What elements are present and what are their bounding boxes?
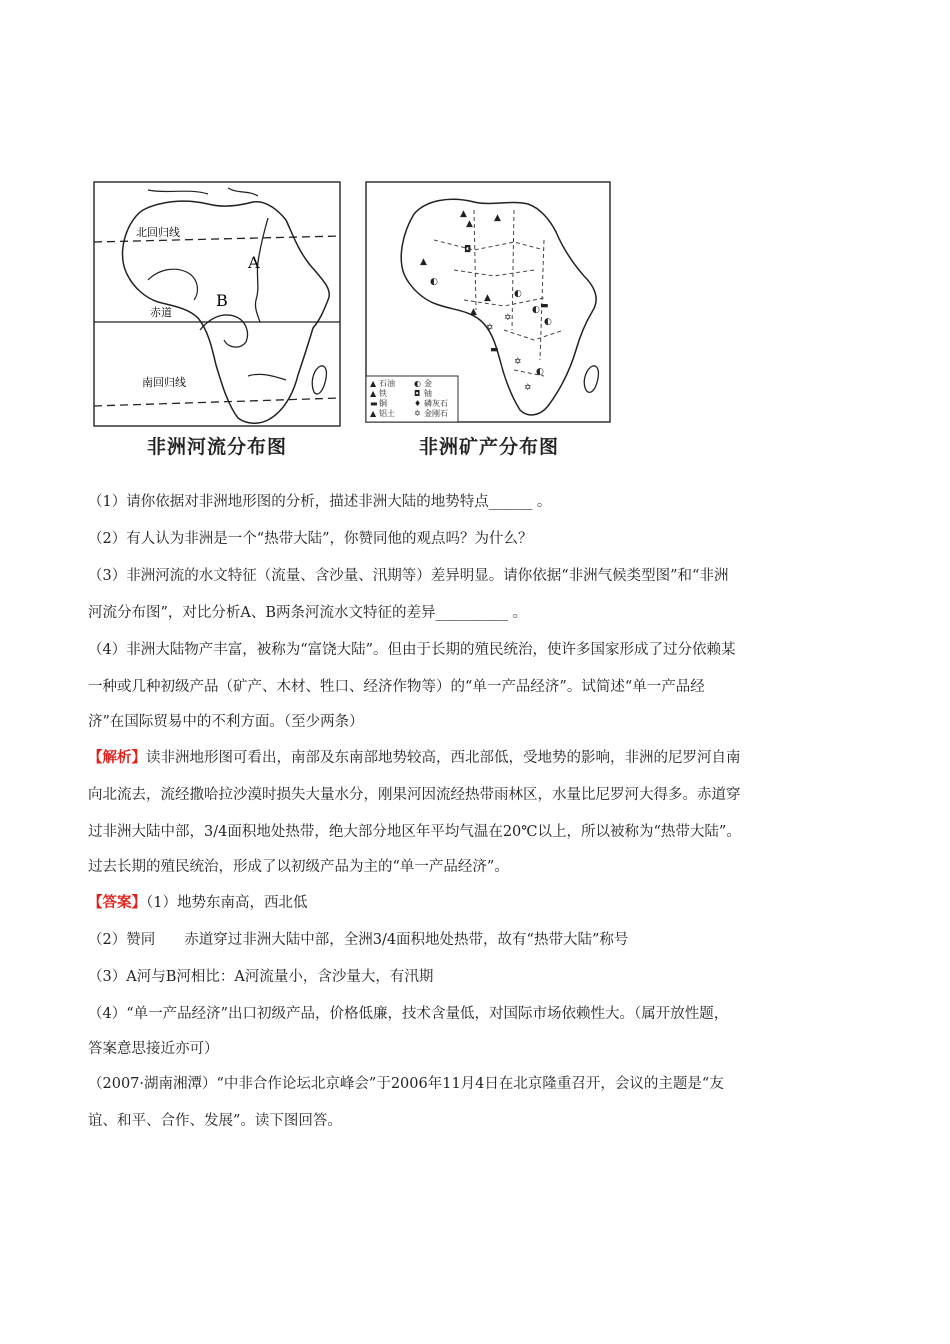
tropic-north-label: 北回归线 [136, 226, 180, 239]
map-figures [88, 180, 628, 465]
legend-bauxite-symbol: ▲ [370, 409, 377, 418]
question-1: （1）请你依据对非洲地形图的分析，描述非洲大陆的地势特点______ 。 [88, 494, 552, 510]
analysis-line-3: 过非洲大陆中部，3/4面积地处热带，绝大部分地区年平均气温在20℃以上，所以被称为“热带大陆”。 [88, 824, 741, 840]
tropic-south-label: 南回归线 [142, 376, 186, 389]
svg-text:◘: ◘ [464, 245, 472, 255]
document-body [88, 484, 868, 1140]
question-4-line-3: 济”在国际贸易中的不利方面。（至少两条） [88, 714, 364, 730]
river-a-label: A [248, 253, 260, 272]
svg-text:▲: ▲ [466, 219, 473, 229]
svg-text:✡: ✡ [504, 313, 512, 323]
africa-mineral-map-graphic [364, 180, 614, 430]
mineral-map-caption: 非洲矿产分布图 [418, 436, 559, 458]
legend-oil: 石油 [379, 379, 395, 388]
equator-label: 赤道 [150, 306, 172, 319]
next-question-line-2: 谊、和平、合作、发展”。读下图回答。 [88, 1113, 342, 1129]
svg-text:✡: ✡ [486, 323, 494, 333]
svg-text:▬: ▬ [490, 345, 499, 355]
legend-gold-symbol: ◐ [414, 379, 421, 388]
legend-apatite: 磷灰石 [424, 399, 448, 408]
svg-text:◐: ◐ [544, 317, 552, 327]
svg-text:▬: ▬ [540, 301, 549, 311]
analysis-line-1 [88, 739, 868, 777]
svg-text:▲: ▲ [494, 213, 501, 223]
answer-line-2: （2）赞同 赤道穿过非洲大陆中部，全洲3/4面积地处热带，故有“热带大陆”称号 [88, 932, 629, 948]
legend-uranium-symbol: ◘ [414, 389, 421, 398]
answer-line-5: 答案意思接近亦可） [88, 1041, 219, 1057]
legend-uranium: 铀 [424, 389, 432, 398]
answer-line-1 [88, 884, 868, 922]
legend-copper: 铜 [379, 399, 387, 408]
answer-text-1: （1）地势东南高，西北低 [146, 895, 308, 911]
question-3-line-2: 河流分布图”，对比分析A、B两条河流水文特征的差异__________ 。 [88, 605, 528, 621]
svg-text:✡: ✡ [514, 357, 522, 367]
question-3-line-1: （3）非洲河流的水文特征（流量、含沙量、汛期等）差异明显。请你依据“非洲气候类型图”和“非洲 [88, 568, 729, 584]
river-b-label: B [216, 291, 228, 310]
africa-river-map-graphic [88, 180, 346, 430]
analysis-line-4: 过去长期的殖民统治，形成了以初级产品为主的“单一产品经济”。 [88, 859, 509, 875]
svg-text:◐: ◐ [514, 289, 522, 299]
question-4-line-1: （4）非洲大陆物产丰富，被称为“富饶大陆”。但由于长期的殖民统治，使许多国家形成了过分依赖某 [88, 642, 736, 658]
answer-line-3: （3）A河与B河相比：A河流量小，含沙量大，有汛期 [88, 969, 434, 985]
analysis-tag: 【解析】 [88, 749, 146, 766]
legend-bauxite: 铝土 [379, 409, 395, 418]
river-map-caption: 非洲河流分布图 [146, 436, 287, 458]
legend-apatite-symbol: ♦ [414, 399, 422, 408]
legend-oil-symbol: ▲ [370, 379, 377, 388]
question-4-line-2: 一种或几种初级产品（矿产、木材、牲口、经济作物等）的“单一产品经济”。试简述“单一产品经 [88, 679, 705, 695]
svg-text:▲: ▲ [420, 257, 427, 267]
next-question-line-1: （2007·湖南湘潭）“中非合作论坛北京峰会”于2006年11月4日在北京隆重召开，会议的主题是“友 [88, 1076, 724, 1092]
legend-gold: 金 [424, 379, 432, 388]
svg-text:◐: ◐ [430, 277, 438, 287]
legend-iron-symbol: ▲ [370, 389, 377, 398]
legend-copper-symbol: ▬ [370, 399, 378, 408]
africa-mineral-map [364, 180, 614, 465]
legend-iron: 铁 [379, 389, 387, 398]
svg-text:◐: ◐ [536, 367, 544, 377]
svg-text:▲: ▲ [484, 293, 491, 303]
analysis-line-2: 向北流去，流经撒哈拉沙漠时损失大量水分，刚果河因流经热带雨林区，水量比尼罗河大得多。赤道穿 [88, 787, 741, 803]
svg-text:◐: ◐ [532, 305, 540, 315]
svg-text:▲: ▲ [470, 307, 477, 317]
question-2: （2）有人认为非洲是一个“热带大陆”，你赞同他的观点吗？为什么？ [88, 531, 533, 547]
svg-text:▲: ▲ [460, 209, 467, 219]
answer-line-4: （4）“单一产品经济”出口初级产品，价格低廉，技术含量低，对国际市场依赖性大。（属开放性题， [88, 1006, 729, 1022]
africa-river-map [88, 180, 346, 465]
legend-diamond: 金刚石 [424, 409, 448, 418]
analysis-text-1: 读非洲地形图可看出，南部及东南部地势较高，西北部低，受地势的影响，非洲的尼罗河自南 [146, 750, 741, 766]
svg-text:✡: ✡ [524, 383, 532, 393]
legend-diamond-symbol: ✡ [414, 409, 421, 418]
answer-tag: 【答案】 [88, 894, 146, 911]
